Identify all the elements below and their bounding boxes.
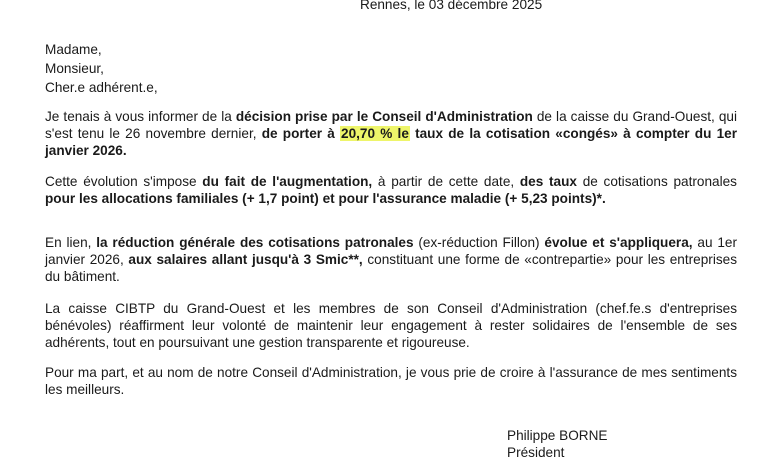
bold-text: des taux bbox=[519, 174, 577, 189]
bold-text: de porter à bbox=[261, 126, 341, 141]
paragraph-evolution bbox=[45, 173, 737, 207]
bold-text: décision prise par le Conseil d'Administration bbox=[235, 109, 533, 124]
text: Cette évolution s'impose bbox=[45, 174, 203, 189]
text: (ex-réduction Fillon) bbox=[413, 235, 545, 250]
bold-text: pour les allocations familiales (+ 1,7 point) et pour l'assurance maladie (+ 5,23 points)*. bbox=[45, 191, 606, 206]
bold-text: évolue et s'appliquera, bbox=[544, 235, 693, 250]
bold-text: du fait de l'augmentation, bbox=[202, 174, 373, 189]
signature-name: Philippe BORNE bbox=[507, 428, 608, 443]
paragraph-decision bbox=[45, 108, 737, 159]
highlighted-rate: 20,70 % le bbox=[341, 126, 409, 141]
salutation bbox=[45, 40, 158, 97]
paragraph-reduction bbox=[45, 234, 737, 285]
salutation-line: Monsieur, bbox=[45, 61, 104, 76]
text: de la caisse du Grand-Ouest, qui s'est tenu le 26 novembre dernier, bbox=[45, 109, 737, 141]
bold-text: la réduction générale des cotisations patronales bbox=[96, 235, 414, 250]
paragraph-commitment: La caisse CIBTP du Grand-Ouest et les membres de son Conseil d'Administration (chef.fe.s d'entreprises bénévoles) réaffirment leur volonté de maintenir leur engagement à rester solidaires de l'ensemble de ses adhérents, tout en poursuivant une gestion transparente et rigoureuse. bbox=[45, 301, 737, 350]
signature-block bbox=[507, 427, 608, 461]
text: En lien, bbox=[45, 235, 97, 250]
bold-text: aux salaires allant jusqu'à 3 Smic**, bbox=[128, 252, 363, 267]
salutation-line: Cher.e adhérent.e, bbox=[45, 80, 158, 95]
paragraph-closing: Pour ma part, et au nom de notre Conseil d'Administration, je vous prie de croire à l'assurance de mes sentiments les meilleurs. bbox=[45, 365, 737, 397]
text: au 1er janvier 2026, bbox=[45, 235, 737, 267]
text: à partir de cette date, bbox=[372, 174, 520, 189]
place-date: Rennes, le 03 décembre 2025 bbox=[360, 0, 543, 12]
salutation-line: Madame, bbox=[45, 42, 102, 57]
signature-title: Président bbox=[507, 445, 565, 460]
text: constituant une forme de «contrepartie» pour les entreprises du bâtiment. bbox=[45, 252, 737, 284]
bold-text: taux de la cotisation «congés» à compter du 1er janvier 2026. bbox=[45, 126, 738, 158]
text: de cotisations patronales bbox=[576, 174, 737, 189]
text: Je tenais à vous informer de la bbox=[45, 109, 236, 124]
